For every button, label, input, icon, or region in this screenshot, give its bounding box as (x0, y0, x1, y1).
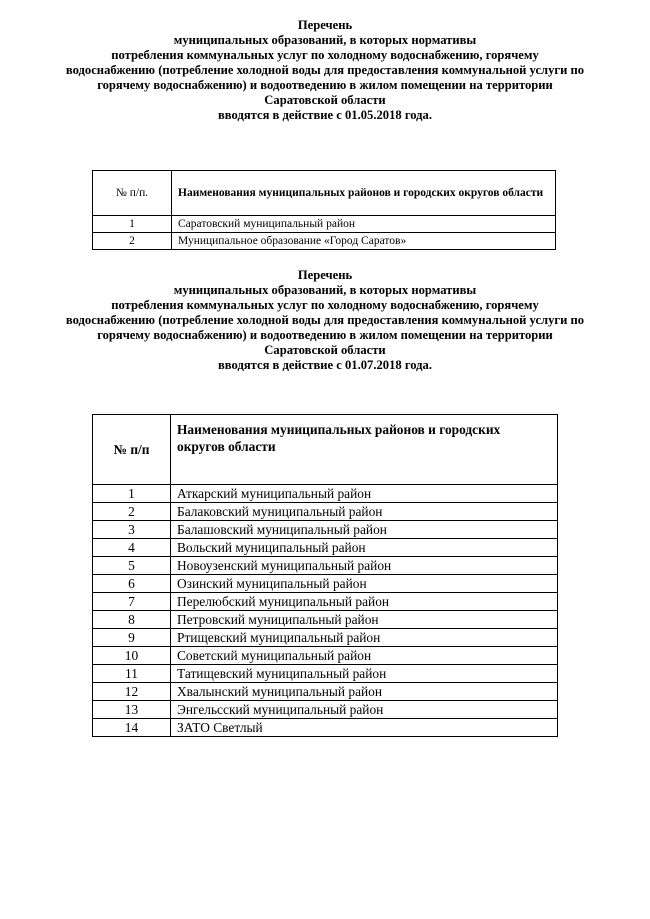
column-header-name: Наименования муниципальных районов и городских округов области (172, 171, 556, 216)
row-name: Саратовский муниципальный район (172, 216, 556, 233)
column-header-number: № п/п. (93, 171, 172, 216)
table-row (93, 701, 558, 719)
row-number: 2 (93, 233, 172, 250)
row-number: 10 (93, 647, 171, 665)
heading-line: муниципальных образований, в которых нормативы (173, 33, 477, 47)
heading-line: водоснабжению (потребление холодной воды для предоставления коммунальной услуги по (65, 63, 585, 77)
heading-line: горячему водоснабжению) и водоотведению в жилом помещении на территории (97, 78, 553, 92)
table-row (93, 503, 558, 521)
section1-heading (0, 18, 650, 123)
heading-line: муниципальных образований, в которых нормативы (173, 283, 477, 297)
row-number: 11 (93, 665, 171, 683)
column-header-number: № п/п (93, 415, 171, 485)
heading-line: Саратовской области (264, 343, 386, 357)
row-name: Татищевский муниципальный район (171, 665, 558, 683)
table-header-row (93, 171, 556, 216)
table-row (93, 629, 558, 647)
heading-line: Перечень (297, 268, 353, 282)
row-name: Новоузенский муниципальный район (171, 557, 558, 575)
table-row (93, 233, 556, 250)
row-name: Вольский муниципальный район (171, 539, 558, 557)
row-number: 3 (93, 521, 171, 539)
row-name: ЗАТО Светлый (171, 719, 558, 737)
heading-line: Перечень (297, 18, 353, 32)
row-name: Балаковский муниципальный район (171, 503, 558, 521)
row-number: 1 (93, 216, 172, 233)
row-name: Энгельсский муниципальный район (171, 701, 558, 719)
row-name: Перелюбский муниципальный район (171, 593, 558, 611)
row-number: 6 (93, 575, 171, 593)
row-number: 14 (93, 719, 171, 737)
table-row (93, 611, 558, 629)
section1-table (92, 170, 556, 250)
heading-line: Саратовской области (264, 93, 386, 107)
row-number: 2 (93, 503, 171, 521)
section2-table (92, 414, 558, 737)
table-row (93, 485, 558, 503)
heading-line: горячему водоснабжению) и водоотведению в жилом помещении на территории (97, 328, 553, 342)
table-row (93, 216, 556, 233)
row-number: 8 (93, 611, 171, 629)
row-name: Ртищевский муниципальный район (171, 629, 558, 647)
heading-line: водоснабжению (потребление холодной воды для предоставления коммунальной услуги по (65, 313, 585, 327)
row-name: Советский муниципальный район (171, 647, 558, 665)
heading-line: вводятся в действие с 01.05.2018 года. (218, 108, 432, 122)
table-row (93, 647, 558, 665)
row-name: Озинский муниципальный район (171, 575, 558, 593)
row-number: 7 (93, 593, 171, 611)
row-number: 1 (93, 485, 171, 503)
row-name: Балашовский муниципальный район (171, 521, 558, 539)
table-row (93, 557, 558, 575)
table-row (93, 593, 558, 611)
row-name: Аткарский муниципальный район (171, 485, 558, 503)
table-row (93, 665, 558, 683)
row-number: 9 (93, 629, 171, 647)
table-header-row (93, 415, 558, 485)
row-name: Петровский муниципальный район (171, 611, 558, 629)
table-row (93, 575, 558, 593)
row-number: 5 (93, 557, 171, 575)
table-row (93, 719, 558, 737)
heading-line: потребления коммунальных услуг по холодному водоснабжению, горячему (111, 298, 539, 312)
row-name: Муниципальное образование «Город Саратов» (172, 233, 556, 250)
section2-heading (0, 268, 650, 373)
heading-line: потребления коммунальных услуг по холодному водоснабжению, горячему (111, 48, 539, 62)
heading-line: вводятся в действие с 01.07.2018 года. (218, 358, 432, 372)
table-row (93, 683, 558, 701)
row-name: Хвалынский муниципальный район (171, 683, 558, 701)
column-header-name: Наименования муниципальных районов и городских округов области (171, 415, 558, 485)
row-number: 13 (93, 701, 171, 719)
table-row (93, 521, 558, 539)
table-row (93, 539, 558, 557)
row-number: 12 (93, 683, 171, 701)
row-number: 4 (93, 539, 171, 557)
